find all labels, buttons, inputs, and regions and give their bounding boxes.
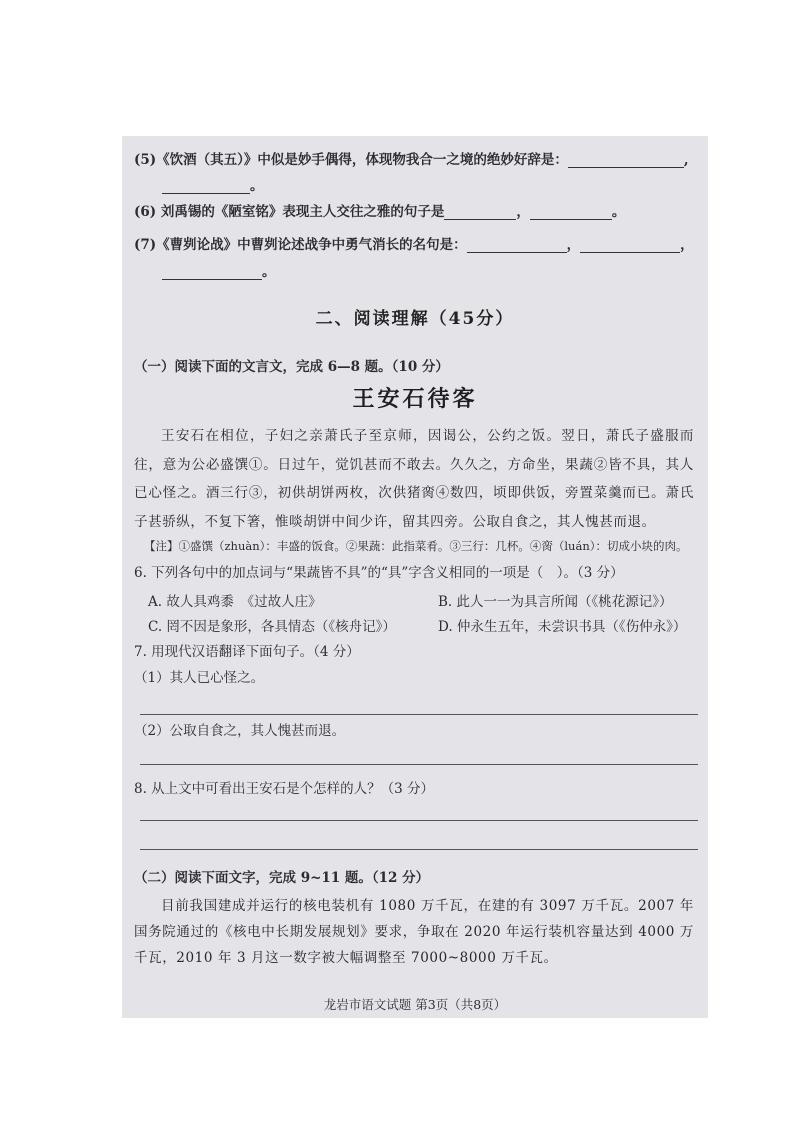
part-two-intro: （二）阅读下面文字，完成 9~11 题。（12 分） <box>134 870 430 886</box>
option-a[interactable]: A. 故人具鸡黍 《过故人庄》 <box>148 594 322 610</box>
fill-item-5-cont: 。 <box>162 174 264 194</box>
answer-blank[interactable] <box>162 265 262 280</box>
fill-item-7-cont: 。 <box>162 260 276 280</box>
passage-notes: 【注】①盛馔（zhuàn）：丰盛的饭食。②果蔬：此指菜肴。③三行：几杯。④脔（luán）：切成小块的肉。 <box>144 539 688 553</box>
classical-passage: 王安石在相位，子妇之亲萧氏子至京师，因谒公，公约之饭。翌日，萧氏子盛服而往，意为公必盛馔①。日过午，觉饥甚而不敢去。久久之，方命坐，果蔬②皆不具，其人已心怪之。酒三行③，初供胡饼两枚，次供猪脔④数四，顷即供饭，旁置菜羹而已。萧氏子甚骄纵，不复下箸，惟啖胡饼中间少许，留其四旁。公取自食之，其人愧甚而退。 <box>134 428 694 530</box>
section-title: 二、阅读理解（45分） <box>315 309 515 329</box>
option-b[interactable]: B. 此人一一为具言所闻（《桃花源记》） <box>438 594 673 610</box>
fill-item-7: (7)《曹刿论战》中曹刿论述战争中勇气消长的名句是： ， ， <box>134 237 694 253</box>
answer-blank[interactable] <box>530 205 612 220</box>
answer-line[interactable] <box>140 714 698 715</box>
answer-blank[interactable] <box>580 238 680 253</box>
answer-blank[interactable] <box>568 153 684 168</box>
answer-blank[interactable] <box>162 179 250 194</box>
answer-line[interactable] <box>140 820 698 821</box>
option-c[interactable]: C. 罔不因是象形，各具情态（《核舟记》） <box>148 619 396 635</box>
page-footer: 龙岩市语文试题 第3页（共8页） <box>323 997 507 1012</box>
question-6: 6. 下列各句中的加点词与“果蔬皆不具”的“具”字含义相同的一项是（ ）。（3 分） <box>134 565 624 581</box>
question-7-sentence-1: （1）其人已心怪之。 <box>134 670 265 686</box>
question-7-sentence-2: （2）公取自食之，其人愧甚而退。 <box>134 723 346 739</box>
fill-item-6: (6) 刘禹锡的《陋室铭》表现主人交往之雅的句子是 ， 。 <box>134 204 626 220</box>
passage-title: 王安石待客 <box>352 387 478 412</box>
answer-line[interactable] <box>140 764 698 765</box>
fill-item-5: (5)《饮酒（其五）》中似是妙手偶得，体现物我合一之境的绝妙好辞是： , <box>134 152 689 168</box>
option-d[interactable]: D. 仲永生五年，未尝识书具（《伤仲永》） <box>438 619 687 635</box>
answer-line[interactable] <box>140 849 698 850</box>
modern-passage: 目前我国建成并运行的核电装机有 1080 万千瓦，在建的有 3097 万千瓦。2007 年国务院通过的《核电中长期发展规划》要求，争取在 2020 年运行装机容量达到 4000 万千瓦，2010 年 3 月这一数字被大幅调整至 7000~8000 万千瓦。 <box>134 898 694 966</box>
part-one-intro: （一）阅读下面的文言文，完成 6—8 题。（10 分） <box>134 359 449 375</box>
question-7: 7. 用现代汉语翻译下面句子。（4 分） <box>134 644 360 660</box>
answer-blank[interactable] <box>467 238 567 253</box>
exam-page <box>122 136 708 1018</box>
answer-blank[interactable] <box>444 205 516 220</box>
question-8: 8. 从上文中可看出王安石是个怎样的人？（3 分） <box>134 781 435 797</box>
